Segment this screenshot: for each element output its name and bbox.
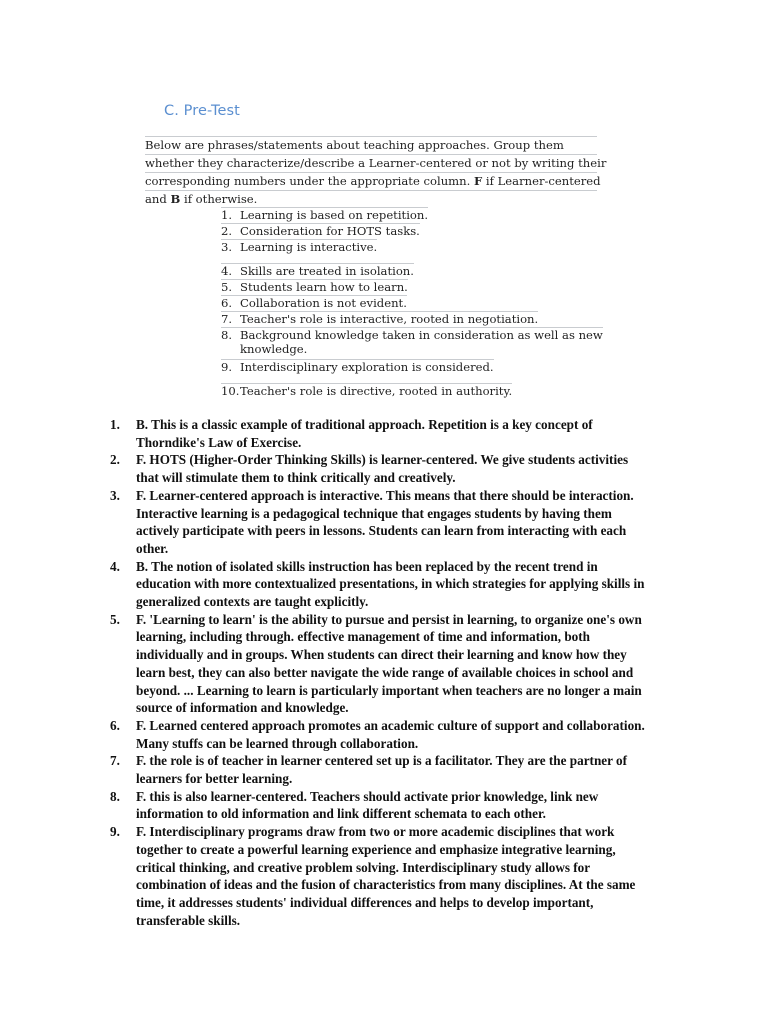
statement-text: Interdisciplinary exploration is considered. — [240, 360, 494, 374]
answer-item — [110, 717, 670, 752]
answer-line: Many stuffs can be learned through collaboration. — [136, 735, 419, 751]
statement-item — [221, 239, 377, 254]
answer-line: that will stimulate them to think critically and creatively. — [136, 470, 456, 486]
answer-line: B. This is a classic example of traditional approach. Repetition is a key concept of — [136, 417, 593, 432]
section-heading: C. Pre-Test — [164, 103, 240, 119]
answer-line: transferable skills. — [136, 912, 241, 928]
answer-line: time, it addresses students' individual differences and helps to develop important, — [136, 894, 594, 910]
statement-item — [221, 383, 512, 398]
answer-item — [110, 487, 670, 558]
instructions-paragraph — [145, 136, 607, 208]
statement-item — [221, 263, 414, 278]
statement-item — [221, 295, 407, 310]
answer-line: F. this is also learner-centered. Teachers should activate prior knowledge, link new — [136, 788, 599, 804]
answer-number: 9. — [110, 824, 120, 840]
answer-line: source of information and knowledge. — [136, 700, 349, 716]
answer-number: 1. — [110, 417, 120, 432]
answer-number: 2. — [110, 452, 120, 468]
answer-item — [110, 823, 670, 929]
instructions-line — [145, 172, 601, 190]
statement-text: Consideration for HOTS tasks. — [240, 224, 420, 238]
answer-line: learners for better learning. — [136, 771, 293, 787]
answer-line: education with more contextualized presentations, in which strategies for applying skills in — [136, 576, 645, 592]
statement-number: 6. — [221, 296, 233, 310]
answer-line: F. the role is of teacher in learner centered set up is a facilitator. They are the partner of — [136, 753, 628, 769]
answer-line: B. The notion of isolated skills instruction has been replaced by the recent trend in — [136, 558, 598, 574]
answer-line: Thorndike's Law of Exercise. — [136, 434, 302, 450]
instructions-text: corresponding numbers under the appropriate column. — [145, 174, 474, 188]
statement-item — [221, 223, 420, 238]
statement-text: Teacher's role is directive, rooted in authority. — [240, 384, 513, 398]
statement-number: 2. — [221, 224, 233, 238]
answer-number: 7. — [110, 753, 120, 769]
key-f: F — [474, 174, 483, 188]
statement-number: 3. — [221, 240, 233, 254]
statement-number: 5. — [221, 280, 233, 294]
answer-item — [110, 611, 670, 717]
answer-line: individually and in groups. When students can direct their learning and know how they — [136, 647, 627, 663]
instructions-line: Below are phrases/statements about teaching approaches. Group them — [145, 136, 597, 154]
answer-line: F. Interdisciplinary programs draw from two or more academic disciplines that work — [136, 824, 615, 840]
statement-number: 10. — [221, 384, 240, 398]
answers-list — [110, 416, 670, 929]
instructions-text: and — [145, 192, 171, 206]
answer-number: 6. — [110, 717, 120, 733]
answer-line: F. Learner-centered approach is interactive. This means that there should be interaction. — [136, 487, 634, 503]
answer-line: generalized contexts are taught explicitly. — [136, 594, 369, 610]
instructions-text: if Learner-centered — [482, 174, 601, 188]
statement-number: 1. — [221, 208, 233, 222]
statement-item — [221, 327, 603, 356]
answer-line: F. Learned centered approach promotes an academic culture of support and collaboration. — [136, 717, 645, 733]
answer-item — [110, 451, 670, 486]
statement-text: Learning is based on repetition. — [240, 208, 429, 222]
answer-line: combination of ideas and the fusion of characteristics from many disciplines. At the same — [136, 877, 636, 893]
statement-text: Skills are treated in isolation. — [240, 264, 414, 278]
answer-number: 8. — [110, 788, 120, 804]
answer-line: together to create a powerful learning experience and emphasize integrative learning, — [136, 841, 616, 857]
statement-number: 7. — [221, 312, 233, 326]
answer-item — [110, 558, 670, 611]
answer-line: F. 'Learning to learn' is the ability to pursue and persist in learning, to organize one's own — [136, 611, 642, 627]
answer-line: Interactive learning is a pedagogical technique that engages students by having them — [136, 505, 612, 521]
statement-item — [221, 311, 538, 326]
answer-number: 5. — [110, 611, 120, 627]
answer-line: learning, including through. effective management of time and information, both — [136, 629, 590, 645]
instructions-line: whether they characterize/describe a Learner-centered or not by writing their — [145, 156, 607, 170]
answer-item — [110, 416, 670, 451]
statement-text: Learning is interactive. — [240, 240, 378, 254]
answer-line: critical thinking, and creative problem solving. Interdisciplinary study allows for — [136, 859, 591, 875]
statement-continuation: knowledge. — [240, 342, 308, 356]
statement-item — [221, 279, 408, 294]
statement-number: 9. — [221, 360, 233, 374]
statement-item — [221, 207, 428, 222]
answer-item — [110, 752, 670, 787]
statement-text: Collaboration is not evident. — [240, 296, 407, 310]
answer-item — [110, 788, 670, 823]
answer-line: beyond. ... Learning to learn is particularly important when teachers are no longer a main — [136, 682, 642, 698]
key-b: B — [170, 192, 181, 206]
answer-line: actively participate with peers in lessons. Students can learn from interacting with each — [136, 523, 627, 539]
instructions-line — [145, 190, 597, 208]
answer-line: information to old information and link different schemata to each other. — [136, 806, 546, 822]
answer-number: 3. — [110, 487, 120, 503]
answer-line: learn best, they can also better navigate the wide range of available choices in school and — [136, 664, 634, 680]
statement-text: Students learn how to learn. — [240, 280, 408, 294]
statement-item — [221, 359, 494, 374]
instructions-text: if otherwise. — [180, 192, 258, 206]
statement-number: 8. — [221, 328, 233, 342]
statement-number: 4. — [221, 264, 233, 278]
statement-text: Background knowledge taken in consideration as well as new — [240, 328, 603, 342]
statement-text: Teacher's role is interactive, rooted in negotiation. — [240, 312, 539, 326]
answer-number: 4. — [110, 558, 120, 574]
answer-line: F. HOTS (Higher-Order Thinking Skills) is learner-centered. We give students activities — [136, 452, 629, 468]
answer-line: other. — [136, 540, 169, 556]
